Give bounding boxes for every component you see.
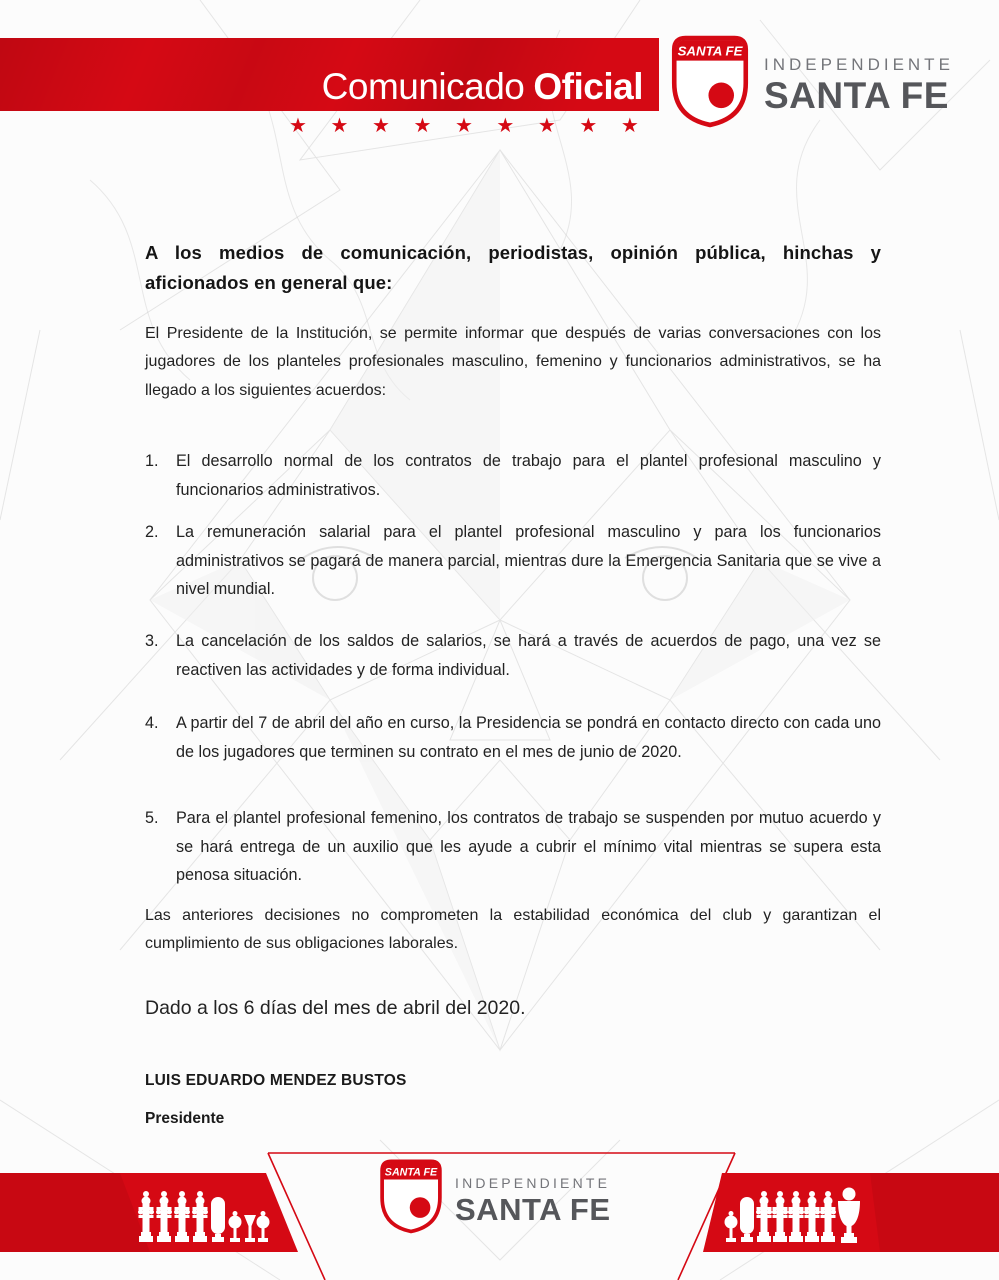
item-text: El desarrollo normal de los contratos de trabajo para el plantel profesional masculino y funcionarios administrativos. [176, 452, 881, 499]
page-title-regular: Comunicado [321, 66, 525, 107]
item-text: La remuneración salarial para el plantel profesional masculino y para los funcionarios administrativos se pagará de manera parcial, mientras dure la Emergencia Sanitaria que se vive a nivel mundial. [176, 523, 881, 599]
item-number: 5. [145, 809, 159, 827]
agreement-item-5 [145, 804, 881, 890]
item-number: 3. [145, 632, 159, 650]
item-text: A partir del 7 de abril del año en curso, la Presidencia se pondrá en contacto directo con cada uno de los jugadores que terminen su contrato en el mes de junio de 2020. [176, 714, 881, 761]
crest-shield-text: SANTA FE [677, 43, 743, 59]
header-banner [0, 38, 659, 111]
item-number: 4. [145, 714, 159, 732]
club-wordmark [764, 56, 954, 114]
date-line: Dado a los 6 días del mes de abril del 2020. [145, 997, 526, 1019]
page-title [322, 68, 643, 105]
header-club-lockup [669, 34, 954, 128]
crest-ball-icon [410, 1197, 431, 1218]
footer-club-lockup [378, 1158, 611, 1234]
stars-row-icon: ★ ★ ★ ★ ★ ★ ★ ★ ★ [289, 115, 639, 137]
signer-title: Presidente [145, 1110, 225, 1127]
wordmark-independiente: INDEPENDIENTE [455, 1175, 611, 1191]
item-number: 1. [145, 452, 159, 470]
item-text: Para el plantel profesional femenino, los contratos de trabajo se suspenden por mutuo acuerdo y se hará entrega de un auxilio que les ayude a cubrir el mínimo vital mientras se supera esta penosa situación. [176, 809, 881, 885]
crest-ball-icon [708, 83, 734, 109]
agreement-item-1 [145, 447, 881, 504]
footer-club-wordmark [455, 1176, 611, 1225]
item-text: La cancelación de los saldos de salarios, se hará a través de acuerdos de pago, una vez se reactiven las actividades y de forma individual. [176, 632, 881, 679]
page-title-bold: Oficial [533, 66, 643, 107]
intro-paragraph: El Presidente de la Institución, se permite informar que después de varias conversaciones con los jugadores de los planteles profesionales masculino, femenino y funcionarios administrativos, se ha llegado a los siguientes acuerdos: [145, 325, 881, 399]
item-number: 2. [145, 523, 159, 541]
footer-crest-icon [378, 1158, 444, 1234]
crest-shield-text: SANTA FE [384, 1166, 438, 1179]
wordmark-independiente: INDEPENDIENTE [764, 55, 954, 74]
salutation: A los medios de comunicación, periodistas, opinión pública, hinchas y aficionados en general que: [145, 242, 881, 293]
wordmark-santafe: SANTA FE [455, 1192, 611, 1227]
club-crest-icon [669, 34, 751, 128]
closing-paragraph: Las anteriores decisiones no comprometen la estabilidad económica del club y garantizan el cumplimiento de sus obligaciones laborales. [145, 907, 881, 953]
wordmark-santafe: SANTA FE [764, 75, 949, 116]
agreement-item-2 [145, 518, 881, 604]
signer-name: LUIS EDUARDO MENDEZ BUSTOS [145, 1072, 407, 1089]
agreement-item-4 [145, 709, 881, 766]
agreement-item-3 [145, 627, 881, 684]
